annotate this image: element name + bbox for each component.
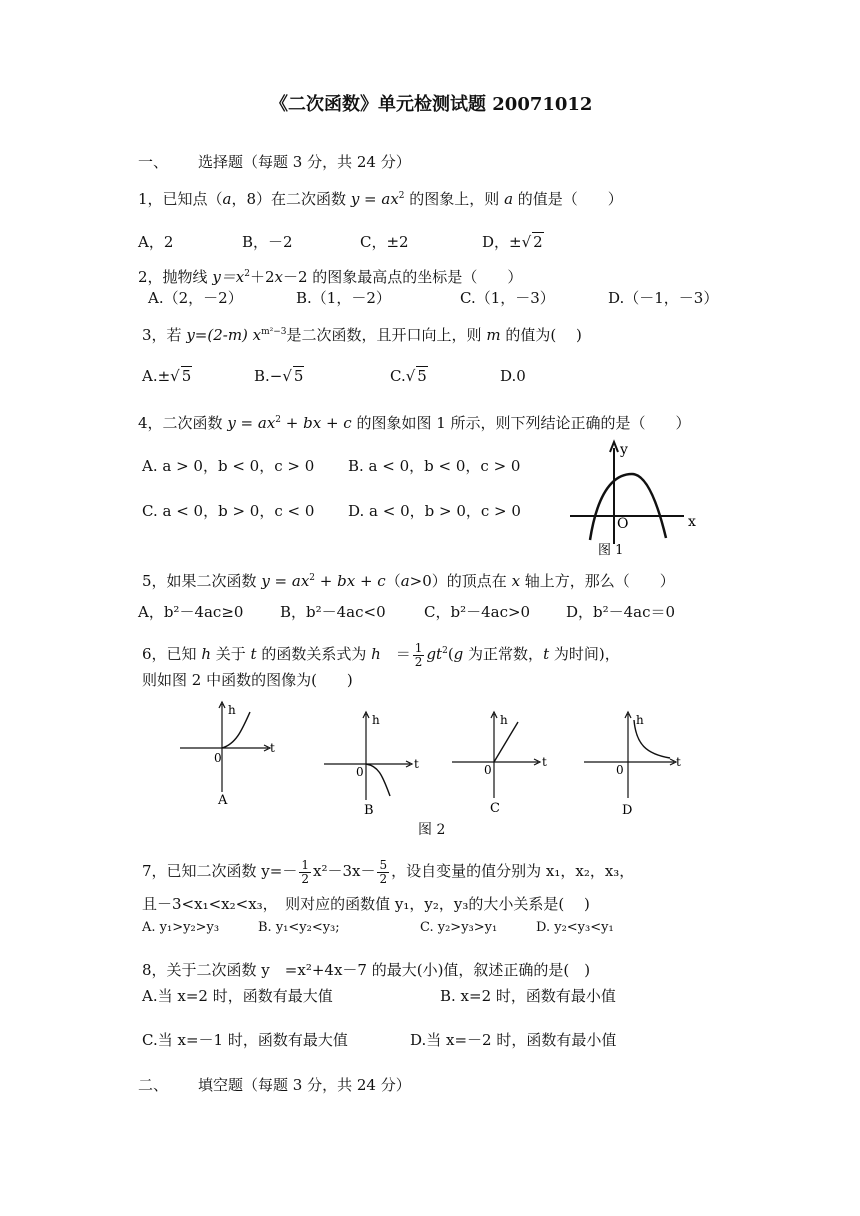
figure-1-caption: 图 1 [598,543,624,558]
question-3-stem: 3，若 y=(2-m) $x^{m^2-3}$是二次函数，且开口向上，则 m 的值为( ) [142,326,582,344]
question-5-stem: 5，如果二次函数 $y = ax^2$ + bx + c（a>0）的顶点在 x 轴上方，那么（ ） [142,572,675,590]
section-one-heading: 选择题（每题 3 分，共 24 分） [198,153,411,171]
question-2-stem: 2，抛物线 $y=x^2+2x-2$ 的图象最高点的坐标是（ ） [138,268,523,286]
svg-text:0: 0 [616,763,624,777]
svg-text:h: h [228,703,236,717]
section-two-heading: 填空题（每题 3 分，共 24 分） [198,1076,411,1094]
graph-c [450,710,560,820]
sqrt-icon: √ [521,233,532,251]
figure-1-x-label: x [688,514,696,530]
question-1-option-c: C，±2 [360,233,409,251]
question-6-line-2: 则如图 2 中函数的图像为( ) [142,671,353,689]
sqrt-icon: √ [282,367,292,385]
question-3-option-b: B.−√ 5 [254,367,304,385]
svg-text:h: h [372,713,380,727]
sqrt-icon: √ [170,367,180,385]
question-6-stem: 6，已知 h 关于 t 的函数关系式为 h ＝ $\frac{1}{2}$ $gt^2(g$ 为正常数，t 为时间)， [142,640,620,669]
question-8-option-c: C.当 x=－1 时，函数有最大值 [142,1031,348,1049]
figure-1-y-label: y [620,442,628,458]
page-title: 《二次函数》单元检测试题 20071012 [270,94,593,115]
question-7-option-d: D. y₂<y₃<y₁ [536,920,614,935]
graph-a-label: A [218,793,228,808]
question-1-option-b: B，－2 [242,233,293,251]
fraction-one-half: $\frac{1}{2}$ [414,640,423,669]
question-5-option-d: D，b²－4ac＝0 [566,603,676,621]
graph-c-label: C [490,801,500,816]
question-3-option-c: C.√ 5 [390,367,427,385]
question-2-option-b: B.（1，－2） [296,289,391,307]
figure-1-origin: O [617,516,629,532]
svg-text:0: 0 [484,763,492,777]
question-1-stem: 1，已知点（a，8）在二次函数 $y = ax^2$ 的图象上，则 a 的值是（ ） [138,190,623,208]
question-4-option-c: C. a < 0，b > 0，c < 0 [142,502,315,520]
question-3-option-d: D.0 [500,367,526,385]
question-8-stem: 8，关于二次函数 y =x²+4x－7 的最大(小)值，叙述正确的是( ) [142,961,591,979]
section-two-number: 二、 [138,1076,169,1094]
question-7-option-a: A. y₁>y₂>y₃ [142,920,220,935]
question-8-option-d: D.当 x=－2 时，函数有最小值 [410,1031,617,1049]
question-1-option-d: D，±√ 2 [482,233,543,251]
graph-b [320,710,430,820]
svg-text:t: t [676,755,681,769]
question-2-option-a: A.（2，－2） [148,289,243,307]
svg-text:t: t [542,755,547,769]
graph-d-label: D [622,803,633,818]
question-1-option-a: A，2 [138,233,174,251]
question-5-option-b: B，b²－4ac<0 [280,603,386,621]
question-5-option-a: A，b²－4ac≥0 [138,603,244,621]
question-7-stem: 7，已知二次函数 y=－ $\frac{1}{2}$ x²－3x－ $\frac{5}{2}$ ，设自变量的值分别为 x₁，x₂，x₃， [142,857,635,886]
figure-1-parabola [562,436,712,564]
question-8-option-a: A.当 x=2 时，函数有最大值 [142,987,333,1005]
figure-2-caption: 图 2 [418,822,446,838]
question-5-option-c: C，b²－4ac>0 [424,603,531,621]
fraction-five-halves: $\frac{5}{2}$ [379,857,388,886]
question-4-option-b: B. a < 0，b < 0，c > 0 [348,457,521,475]
graph-d [582,710,692,820]
question-8-option-b: B. x=2 时，函数有最小值 [440,987,616,1005]
question-2-option-c: C.（1，－3） [460,289,555,307]
section-one-number: 一、 [138,153,169,171]
question-7-option-c: C. y₂>y₃>y₁ [420,920,498,935]
question-7-line-2: 且－3<x₁<x₂<x₃， 则对应的函数值 y₁，y₂，y₃的大小关系是( ) [142,895,590,913]
question-4-option-a: A. a > 0，b < 0，c > 0 [142,457,315,475]
question-4-option-d: D. a < 0，b > 0，c > 0 [348,502,521,520]
svg-text:t: t [270,741,275,755]
svg-text:0: 0 [214,751,222,765]
svg-text:0: 0 [356,765,364,779]
graph-b-label: B [364,803,374,818]
sqrt-icon: √ [405,367,416,385]
question-4-stem: 4，二次函数 $y = ax^2$ + bx + c 的图象如图 1 所示，则下列结论正确的是（ ） [138,414,691,432]
svg-text:t: t [414,757,419,771]
svg-text:h: h [500,713,508,727]
fraction-one-half: $\frac{1}{2}$ [301,857,309,886]
question-2-option-d: D.（－1，－3） [608,289,719,307]
svg-text:h: h [636,713,644,727]
question-3-option-a: A.±√ 5 [142,367,192,385]
question-7-option-b: B. y₁<y₂<y₃; [258,920,340,935]
graph-a [176,700,286,810]
